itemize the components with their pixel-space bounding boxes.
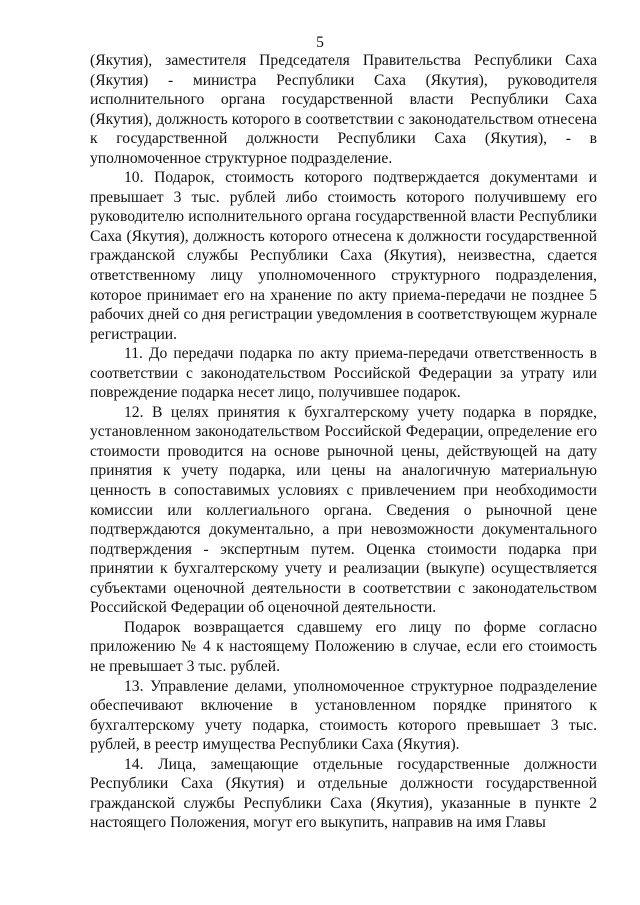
document-body bbox=[90, 51, 597, 833]
paragraph-item-11: 11. До передачи подарка по акту приема-передачи ответственность в соответствии с законодательством Российской Федерации за утрату или повреждение подарка несет лицо, получившее подарок. bbox=[90, 345, 597, 402]
page-number: 5 bbox=[316, 34, 324, 51]
paragraph-continuation: (Якутия), заместителя Председателя Правительства Республики Саха (Якутия) - министра Республики Саха (Якутия), руководителя исполнительного органа государственной власти Республики Саха (Якутия), должность которого в соответствии с законодательством отнесена к государственной должности Республики Саха (Якутия), - в уполномоченное структурное подразделение. bbox=[90, 52, 597, 167]
paragraph-item-13: 13. Управление делами, уполномоченное структурное подразделение обеспечивают включение в установленном порядке принятого к бухгалтерскому учету подарка, стоимость которого превышает 3 тыс. рублей, в реестр имущества Республики Саха (Якутия). bbox=[90, 677, 597, 754]
paragraph-item-14: 14. Лица, замещающие отдельные государственные должности Республики Саха (Якутия) и отдельные должности государственной гражданской службы Республики Саха (Якутия), указанные в пункте 2 настоящего Положения, могут его выкупить, направив на имя Главы bbox=[90, 755, 597, 832]
paragraph-item-10: 10. Подарок, стоимость которого подтверждается документами и превышает 3 тыс. рублей либо стоимость которого получившему его руководителю исполнительного органа государственной власти Республики Саха (Якутия), должность которого отнесена к должности государственной гражданской службы Республики Саха (Якутия), неизвестна, сдается ответственному лицу уполномоченного структурного подразделения, которое принимает его на хранение по акту приема-передачи не позднее 5 рабочих дней со дня регистрации уведомления в соответствующем журнале регистрации. bbox=[90, 169, 597, 343]
paragraph-gift-return: Подарок возвращается сдавшему его лицу по форме согласно приложению № 4 к настоящему Положению в случае, если его стоимость не превышает 3 тыс. рублей. bbox=[90, 618, 597, 675]
paragraph-item-12: 12. В целях принятия к бухгалтерскому учету подарка в порядке, установленном законодательством Российской Федерации, определение его стоимости проводится на основе рыночной цены, действующей на дату принятия к учету подарка, или цены на аналогичную материальную ценность в сопоставимых условиях с привлечением при необходимости комиссии или коллегиального органа. Сведения о рыночной цене подтверждаются документально, а при невозможности документального подтверждения - экспертным путем. Оценка стоимости подарка при принятии к бухгалтерскому учету и реализации (выкупе) осуществляется субъектами оценочной деятельности в соответствии с законодательством Российской Федерации об оценочной деятельности. bbox=[90, 403, 597, 617]
